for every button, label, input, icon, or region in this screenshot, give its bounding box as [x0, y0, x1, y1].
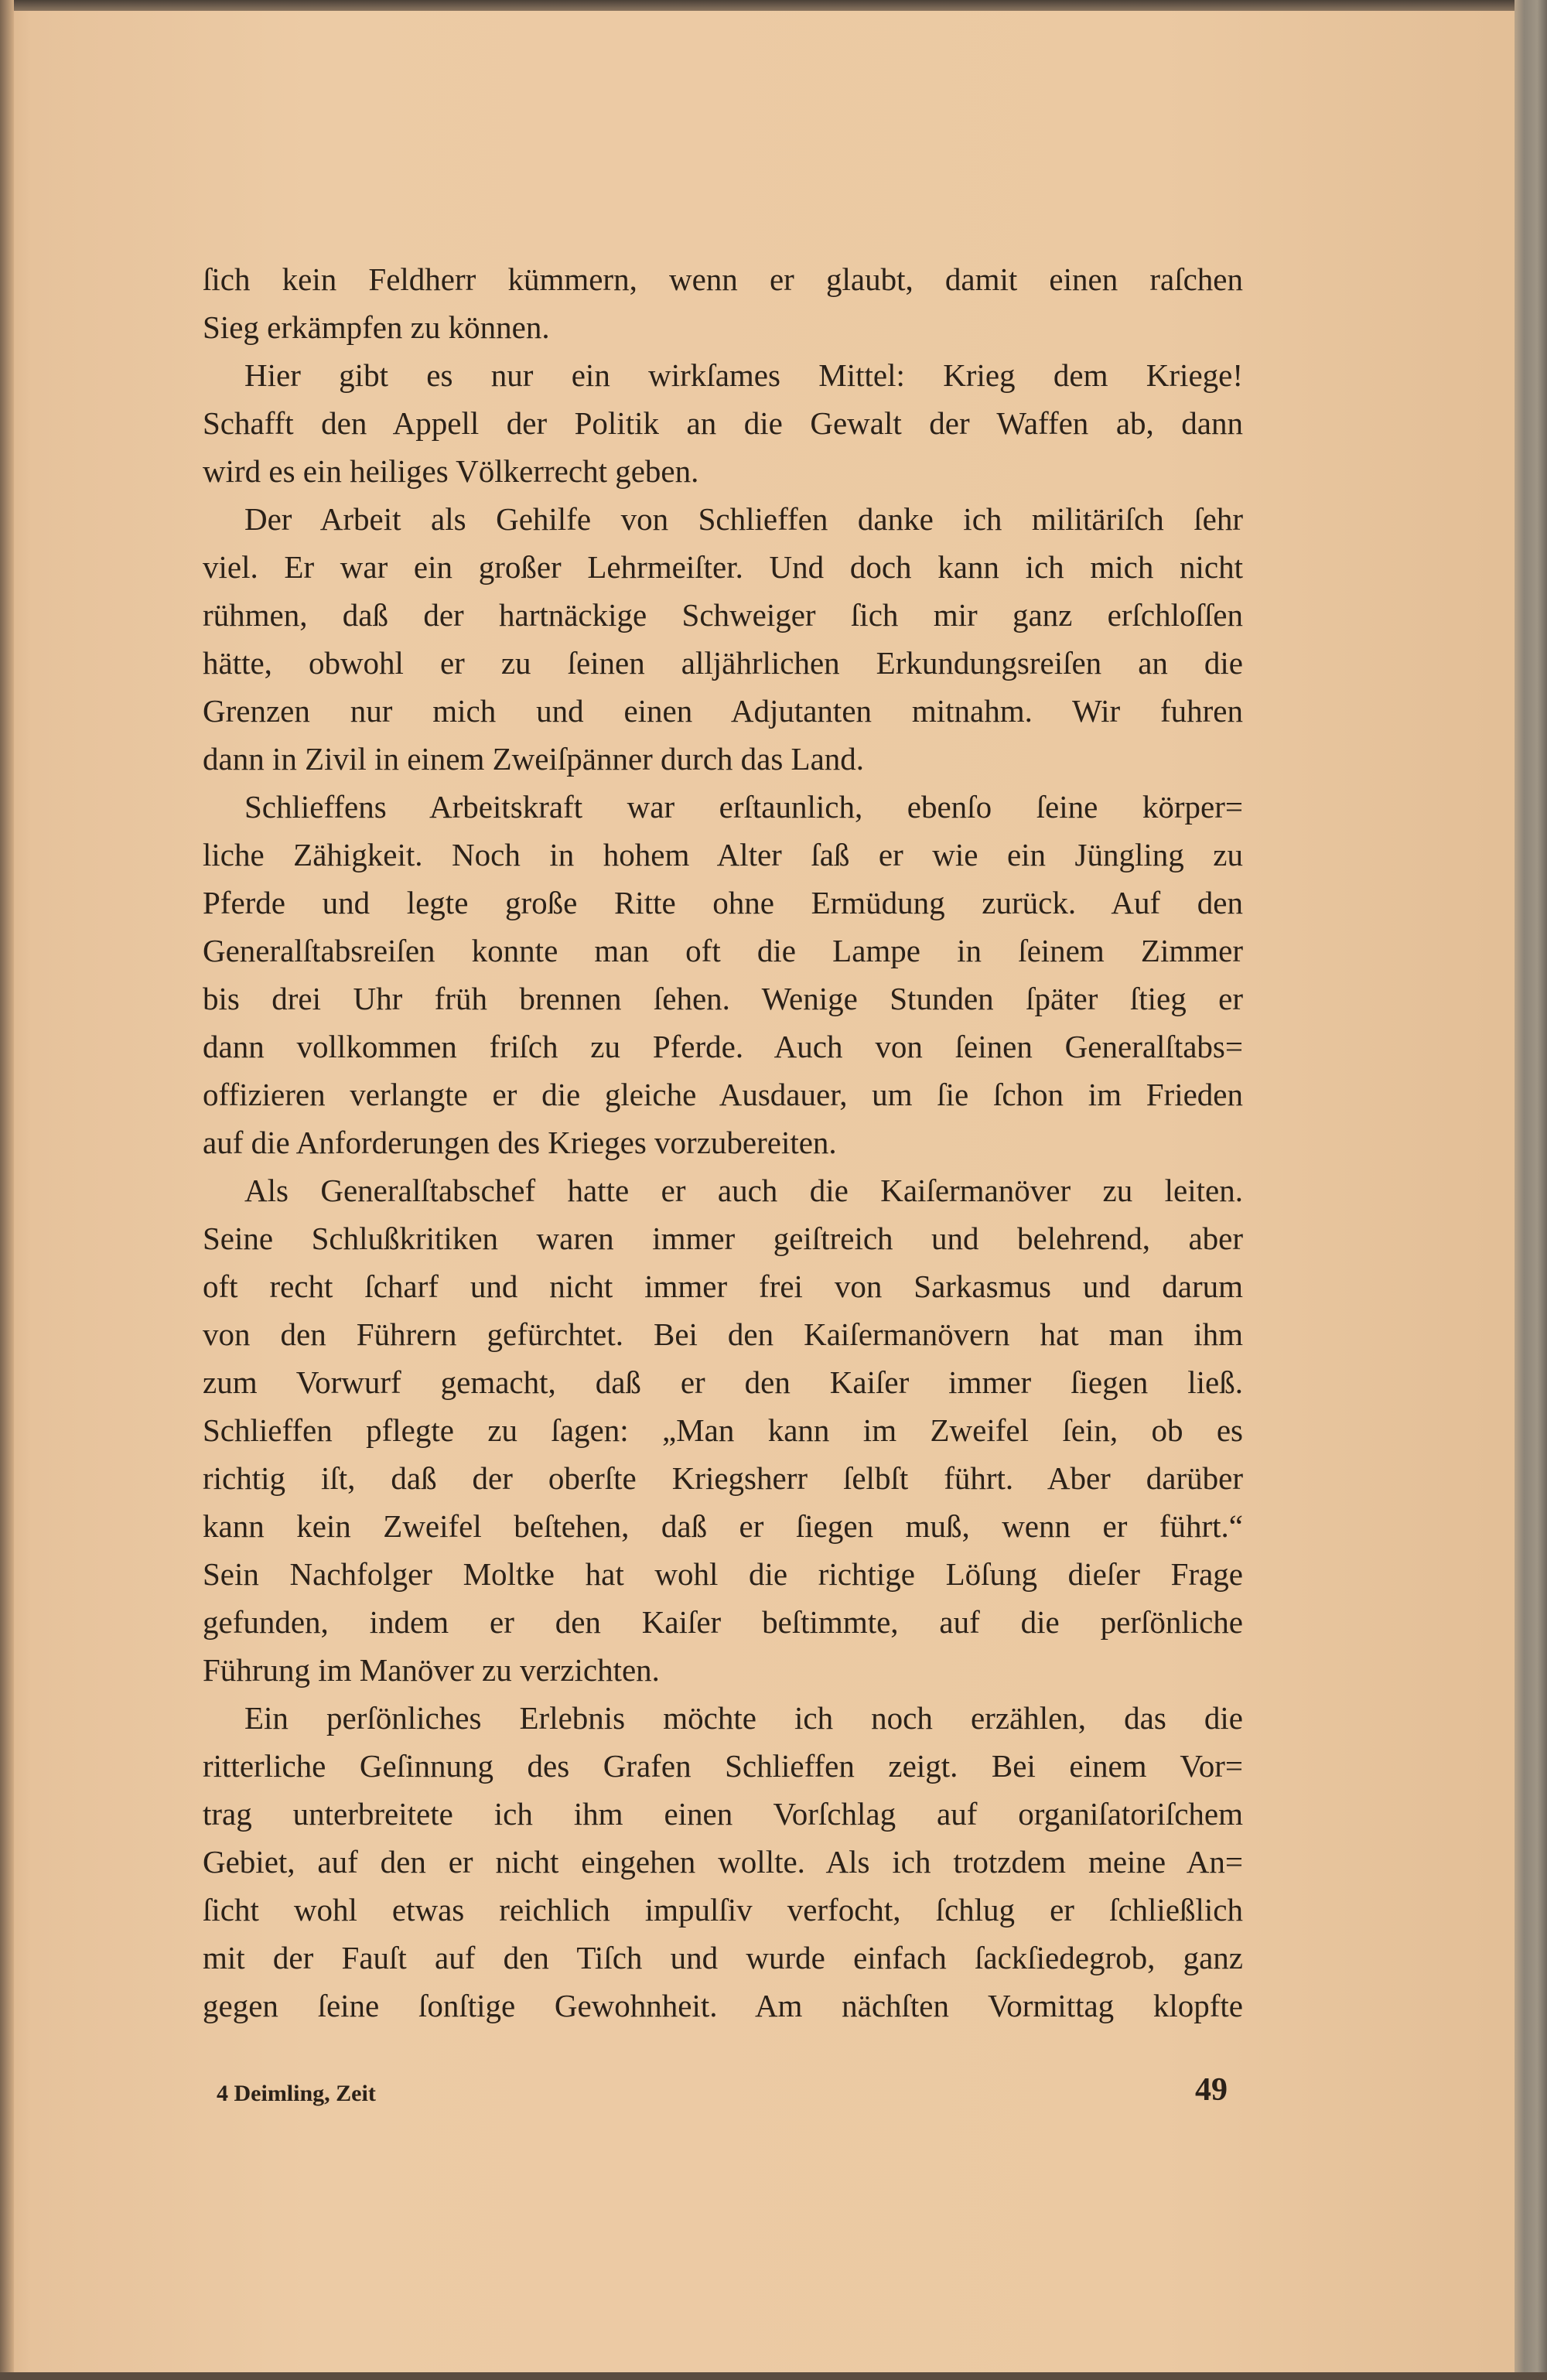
text-line: hätte, obwohl er zu ſeinen alljährlichen Erkundungsreiſen an die — [203, 645, 1243, 681]
text-line: von den Führern gefürchtet. Bei den Kaiſermanövern hat man ihm — [203, 1316, 1243, 1352]
text-line: oft recht ſcharf und nicht immer frei von Sarkasmus und darum — [203, 1269, 1243, 1304]
text-line: dann vollkommen friſch zu Pferde. Auch von ſeinen Generalſtabs= — [203, 1029, 1243, 1064]
text-line: Gebiet, auf den er nicht eingehen wollte. Als ich trotzdem meine An= — [203, 1844, 1243, 1880]
text-line: Grenzen nur mich und einen Adjutanten mitnahm. Wir fuhren — [203, 693, 1243, 729]
paragraph — [203, 1694, 1243, 2030]
paragraph — [203, 495, 1243, 783]
text-line: zum Vorwurf gemacht, daß er den Kaiſer immer ſiegen ließ. — [203, 1364, 1243, 1400]
text-line: liche Zähigkeit. Noch in hohem Alter ſaß er wie ein Jüngling zu — [203, 837, 1243, 872]
paragraph — [203, 1166, 1243, 1694]
text-line: Sieg erkämpfen zu können. — [203, 309, 550, 345]
text-line: Seine Schlußkritiken waren immer geiſtreich und belehrend, aber — [203, 1221, 1243, 1256]
text-line: auf die Anforderungen des Krieges vorzubereiten. — [203, 1125, 837, 1160]
text-line: offizieren verlangte er die gleiche Ausdauer, um ſie ſchon im Frieden — [203, 1077, 1243, 1112]
text-line: Hier gibt es nur ein wirkſames Mittel: Krieg dem Kriege! — [244, 357, 1243, 393]
text-line: ſich kein Feldherr kümmern, wenn er glaubt, damit einen raſchen — [203, 261, 1243, 297]
footer-signature: 4 Deimling, Zeit — [217, 2081, 376, 2106]
text-line: Führung im Manöver zu verzichten. — [203, 1652, 660, 1688]
scan-bottom-edge — [0, 2372, 1547, 2380]
text-line: Ein perſönliches Erlebnis möchte ich noch erzählen, das die — [244, 1700, 1243, 1736]
body-text — [203, 255, 1243, 2030]
text-line: kann kein Zweifel beſtehen, daß er ſiegen muß, wenn er führt.“ — [203, 1508, 1243, 1544]
text-line: rühmen, daß der hartnäckige Schweiger ſich mir ganz erſchloſſen — [203, 597, 1243, 633]
text-line: dann in Zivil in einem Zweiſpänner durch das Land. — [203, 741, 865, 777]
text-line: ſicht wohl etwas reichlich impulſiv verfocht, ſchlug er ſchließlich — [203, 1892, 1243, 1928]
scan-left-edge — [0, 0, 14, 2380]
text-line: ritterliche Geſinnung des Grafen Schlieffen zeigt. Bei einem Vor= — [203, 1748, 1243, 1784]
text-line: Pferde und legte große Ritte ohne Ermüdung zurück. Auf den — [203, 885, 1243, 920]
text-line: Schlieffen pflegte zu ſagen: „Man kann im Zweifel ſein, ob es — [203, 1412, 1243, 1448]
text-line: richtig iſt, daß der oberſte Kriegsherr ſelbſt führt. Aber darüber — [203, 1460, 1243, 1496]
text-line: Generalſtabsreiſen konnte man oft die Lampe in ſeinem Zimmer — [203, 933, 1243, 968]
text-line: wird es ein heiliges Völkerrecht geben. — [203, 453, 699, 489]
paragraph — [203, 783, 1243, 1166]
text-line: Schafft den Appell der Politik an die Gewalt der Waffen ab, dann — [203, 405, 1243, 441]
scan-top-edge — [0, 0, 1547, 11]
text-line: Schlieffens Arbeitskraft war erſtaunlich, ebenſo ſeine körper= — [244, 789, 1243, 825]
paragraph — [203, 255, 1243, 351]
page-number: 49 — [1195, 2072, 1228, 2108]
paragraph — [203, 351, 1243, 495]
book-cover-edge — [1515, 0, 1547, 2380]
text-line: gefunden, indem er den Kaiſer beſtimmte, auf die perſönliche — [203, 1604, 1243, 1640]
text-line: bis drei Uhr früh brennen ſehen. Wenige Stunden ſpäter ſtieg er — [203, 981, 1243, 1016]
text-line: Der Arbeit als Gehilfe von Schlieffen danke ich militäriſch ſehr — [244, 501, 1243, 537]
text-line: trag unterbreitete ich ihm einen Vorſchlag auf organiſatoriſchem — [203, 1796, 1243, 1832]
text-line: Sein Nachfolger Moltke hat wohl die richtige Löſung dieſer Frage — [203, 1556, 1243, 1592]
text-line: mit der Fauſt auf den Tiſch und wurde einfach ſackſiedegrob, ganz — [203, 1940, 1243, 1975]
text-line: Als Generalſtabschef hatte er auch die Kaiſermanöver zu leiten. — [244, 1173, 1243, 1208]
text-line: viel. Er war ein großer Lehrmeiſter. Und doch kann ich mich nicht — [203, 549, 1243, 585]
text-line: gegen ſeine ſonſtige Gewohnheit. Am nächſten Vormittag klopfte — [203, 1988, 1243, 2023]
